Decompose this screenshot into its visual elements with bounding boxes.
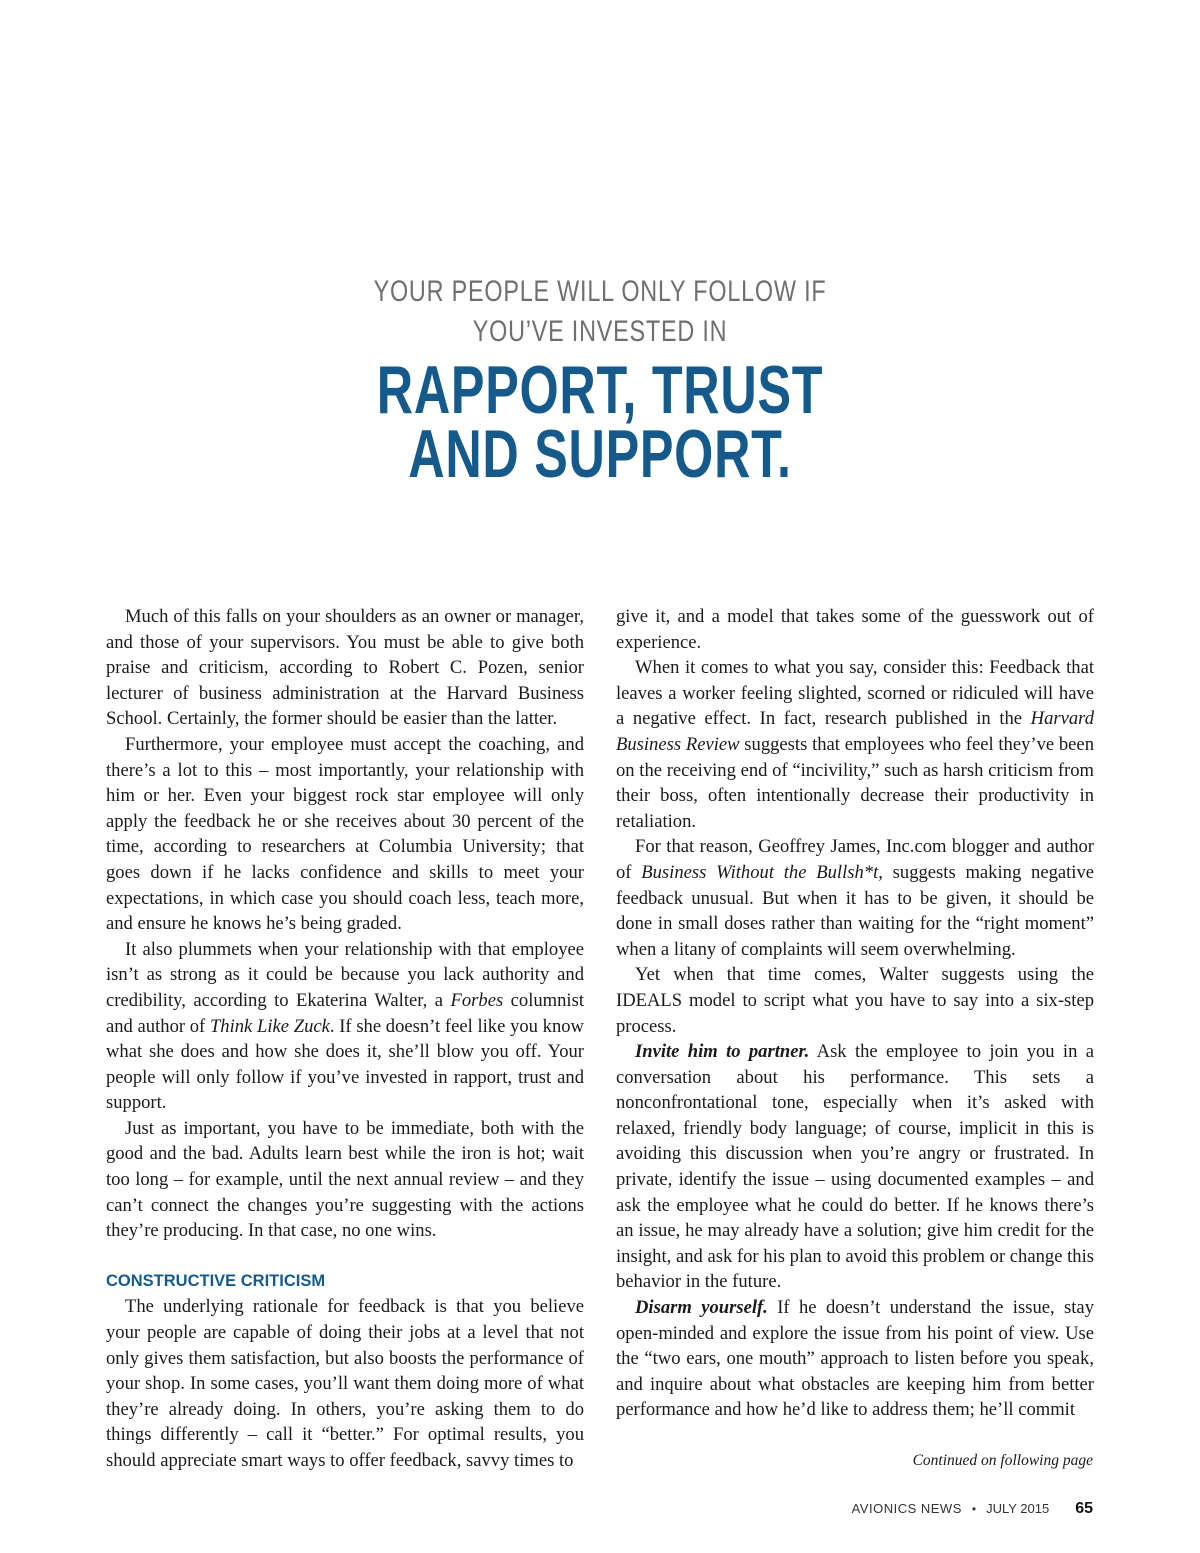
- page-number: 65: [1075, 1500, 1093, 1517]
- pull-quote: [0, 272, 1200, 492]
- paragraph: Invite him to partner. Ask the employee to join you in a conversation about his performance. This sets a nonconfrontational tone, especially when it’s asked with relaxed, friendly body language; of course, implicit in this is avoiding this discussion when you’re angry or frustrated. In private, identify the issue – using documented examples – and ask the employee what he could do better. If he knows there’s an issue, he may already have a solution; give him credit for the insight, and ask for his plan to avoid this problem or change this behavior in the future.: [616, 1041, 1094, 1293]
- paragraph: Furthermore, your employee must accept the coaching, and there’s a lot to this – most importantly, your relationship with him or her. Even your biggest rock star employee will only apply the feedback he or she receives about 30 percent of the time, according to researchers at Columbia University; that goes down if he lacks confidence and skills to meet your expectations, in which case you should coach less, teach more, and ensure he knows he’s being graded.: [106, 733, 584, 935]
- left-column: [106, 604, 584, 1474]
- run-in-heading: Disarm yourself.: [635, 1297, 768, 1319]
- pull-quote-line-1: YOUR PEOPLE WILL ONLY FOLLOW IF: [373, 275, 827, 308]
- paragraph: Disarm yourself. If he doesn’t understand the issue, stay open-minded and explore the issue from his point of view. Use the “two ears, one mouth” approach to listen before you speak, and inquire about what obstacles are keeping him from better performance and how he’d like to address them; he’ll commit: [616, 1297, 1094, 1421]
- paragraph-continued: give it, and a model that takes some of the guesswork out of experience.: [616, 606, 1094, 653]
- paragraph: Much of this falls on your shoulders as an owner or manager, and those of your supervisors. You must be able to give both praise and criticism, according to Robert C. Pozen, senior lecturer of business administration at the Harvard Business School. Certainly, the former should be easier than the latter.: [106, 606, 584, 730]
- paragraph: It also plummets when your relationship with that employee isn’t as strong as it could be because you lack authority and credibility, according to Ekaterina Walter, a Forbes columnist and author of Think Like Zuck. If she doesn’t feel like you know what she does and how she does it, she’ll blow you off. Your people will only follow if you’ve invested in rapport, trust and support.: [106, 938, 584, 1114]
- publication-name: Forbes: [450, 989, 504, 1011]
- paragraph: The underlying rationale for feedback is that you believe your people are capable of doing their jobs at a level that not only gives them satisfaction, but also boosts the performance of your shop. In some cases, you’ll want them doing more of what they’re already doing. In others, you’re asking them to do things differently – call it “better.” For optimal results, you should appreciate smart ways to offer feedback, savvy times to: [106, 1296, 584, 1471]
- paragraph: Yet when that time comes, Walter suggests using the IDEALS model to script what you have to say into a six-step process.: [616, 964, 1094, 1037]
- publication-name: Harvard Business Review: [616, 708, 1094, 755]
- run-in-heading: Invite him to partner.: [635, 1041, 810, 1063]
- paragraph: Just as important, you have to be immediate, both with the good and the bad. Adults learn best while the iron is hot; wait too long – for example, until the next annual review – and they can’t connect the changes you’re suggesting with the actions they’re producing. In that case, no one wins.: [106, 1117, 584, 1242]
- publication-title: AVIONICS NEWS: [851, 1501, 962, 1516]
- book-title: Business Without the Bullsh*t: [641, 861, 879, 883]
- right-column: [616, 604, 1094, 1423]
- pull-quote-emphasis-1: RAPPORT, TRUST: [376, 352, 824, 428]
- book-title: Think Like Zuck: [209, 1015, 330, 1037]
- paragraph: When it comes to what you say, consider this: Feedback that leaves a worker feeling slighted, scorned or ridiculed will have a negative effect. In fact, research published in the Harvard Business Review suggests that employees who feel they’ve been on the receiving end of “incivility,” such as harsh criticism from their boss, often intentionally decrease their productivity in retaliation.: [616, 657, 1094, 832]
- bullet-separator: •: [971, 1502, 977, 1516]
- page-footer: [852, 1500, 1093, 1518]
- pull-quote-line-2: YOU’VE INVESTED IN: [472, 315, 728, 348]
- pull-quote-emphasis-2: AND SUPPORT.: [408, 416, 792, 492]
- continued-note: Continued on following page: [912, 1452, 1093, 1469]
- paragraph: For that reason, Geoffrey James, Inc.com blogger and author of Business Without the Bullsh*t, suggests making negative feedback unusual. But when it has to be given, it should be done in small doses rather than waiting for the “right moment” when a litany of complaints will seem overwhelming.: [616, 836, 1095, 960]
- section-heading: CONSTRUCTIVE CRITICISM: [106, 1271, 326, 1290]
- issue-date: JULY 2015: [986, 1501, 1050, 1516]
